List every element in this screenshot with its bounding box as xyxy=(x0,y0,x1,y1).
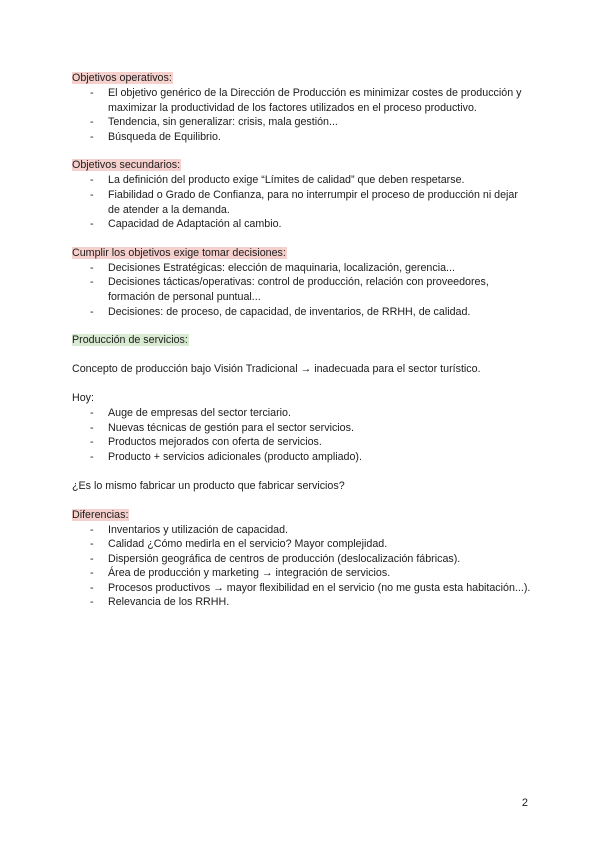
hoy-label: Hoy: xyxy=(72,392,94,405)
list-item: - Dispersión geográfica de centros de producción (deslocalización fábricas). xyxy=(72,552,532,567)
list-item: - Capacidad de Adaptación al cambio. xyxy=(72,217,532,232)
heading-objetivos-secundarios: Objetivos secundarios: xyxy=(72,159,181,172)
list-decisiones xyxy=(72,261,532,319)
list-item: - Relevancia de los RRHH. xyxy=(72,595,532,610)
heading-decisiones: Cumplir los objetivos exige tomar decisiones: xyxy=(72,246,286,259)
concepto-paragraph: Concepto de producción bajo Visión Tradicional → inadecuada para el sector turístico. xyxy=(72,363,481,376)
heading-objetivos-operativos: Objetivos operativos: xyxy=(72,72,172,84)
list-diferencias xyxy=(72,523,532,611)
pregunta-paragraph: ¿Es lo mismo fabricar un producto que fabricar servicios? xyxy=(72,479,345,492)
list-item: - Auge de empresas del sector terciario. xyxy=(72,406,532,421)
list-hoy xyxy=(72,406,532,464)
list-item: - El objetivo genérico de la Dirección de Producción es minimizar costes de producción y maximizar la productividad de los factores utilizados en el proceso productivo. xyxy=(72,86,532,115)
list-item: - Tendencia, sin generalizar: crisis, mala gestión... xyxy=(72,115,532,130)
heading-produccion-servicios: Producción de servicios: xyxy=(72,334,188,347)
list-item: - Productos mejorados con oferta de servicios. xyxy=(72,435,532,450)
list-item: - Inventarios y utilización de capacidad. xyxy=(72,523,532,538)
list-item: - Búsqueda de Equilibrio. xyxy=(72,130,532,145)
list-item: - Fiabilidad o Grado de Confianza, para no interrumpir el proceso de producción ni dejar de atender a la demanda. xyxy=(72,188,532,217)
list-item: - Área de producción y marketing → integración de servicios. xyxy=(72,566,532,581)
list-item: - Decisiones Estratégicas: elección de maquinaria, localización, gerencia... xyxy=(72,261,532,276)
list-item: - Procesos productivos → mayor flexibilidad en el servicio (no me gusta esta habitación...). xyxy=(72,581,532,596)
list-item: - Calidad ¿Cómo medirla en el servicio? Mayor complejidad. xyxy=(72,537,532,552)
list-item: - Decisiones tácticas/operativas: control de producción, relación con proveedores, formación de personal puntual... xyxy=(72,275,532,304)
list-objetivos-operativos xyxy=(72,86,532,144)
list-item: - Decisiones: de proceso, de capacidad, de inventarios, de RRHH, de calidad. xyxy=(72,305,532,320)
list-item: - Producto + servicios adicionales (producto ampliado). xyxy=(72,450,532,465)
document-page xyxy=(72,71,532,610)
list-objetivos-secundarios xyxy=(72,173,532,231)
page-number: 2 xyxy=(521,797,528,809)
list-item: - La definición del producto exige “Límites de calidad” que deben respetarse. xyxy=(72,173,532,188)
heading-diferencias: Diferencias: xyxy=(72,508,129,521)
list-item: - Nuevas técnicas de gestión para el sector servicios. xyxy=(72,421,532,436)
